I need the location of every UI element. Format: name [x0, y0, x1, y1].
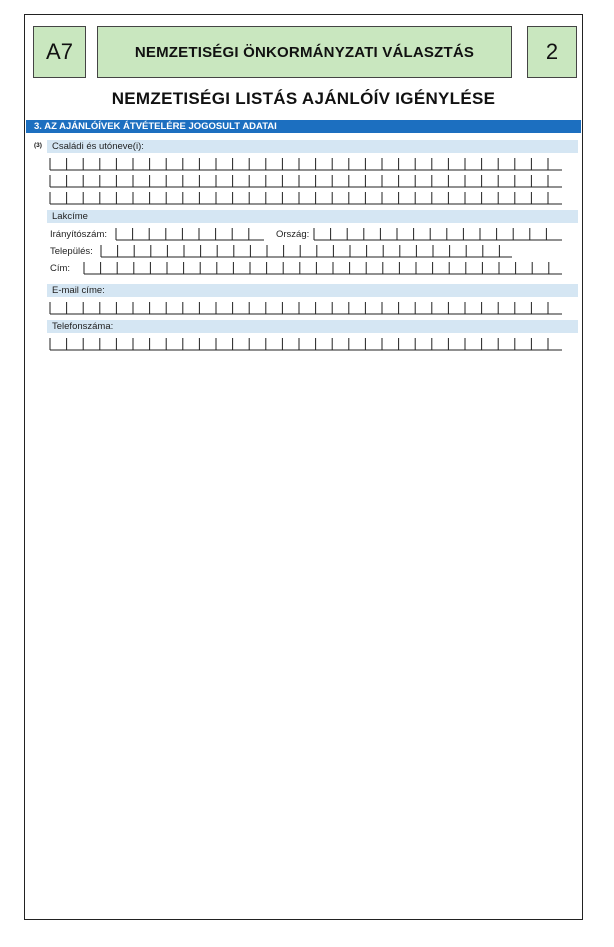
street-label: Cím: — [50, 263, 71, 274]
section-header: 3. AZ AJÁNLÓÍVEK ÁTVÉTELÉRE JOGOSULT ADATAI — [26, 120, 581, 133]
city-label: Település: — [50, 246, 93, 257]
name-input-row-3[interactable] — [50, 192, 562, 204]
country-label: Ország: — [276, 229, 310, 240]
page-number: 2 — [545, 39, 559, 64]
address-label: Lakcíme — [52, 211, 88, 222]
postcode-label: Irányítószám: — [50, 229, 108, 240]
name-input-row-1[interactable] — [50, 158, 562, 170]
phone-label: Telefonszáma: — [52, 321, 114, 332]
postcode-input[interactable] — [116, 228, 264, 240]
name-label: Családi és utóneve(i): — [52, 141, 144, 152]
country-input[interactable] — [314, 228, 562, 240]
name-input-row-2[interactable] — [50, 175, 562, 187]
form-title: NEMZETISÉGI ÖNKORMÁNYZATI VÁLASZTÁS — [134, 43, 475, 61]
email-input[interactable] — [50, 302, 562, 314]
phone-input[interactable] — [50, 338, 562, 350]
street-input[interactable] — [84, 262, 562, 274]
form-subtitle: NEMZETISÉGI LISTÁS AJÁNLÓÍV IGÉNYLÉSE — [111, 89, 496, 108]
email-label: E-mail címe: — [52, 285, 105, 296]
form-code: A7 — [46, 39, 73, 64]
city-input[interactable] — [101, 245, 512, 257]
field-number: (3) — [34, 142, 42, 149]
